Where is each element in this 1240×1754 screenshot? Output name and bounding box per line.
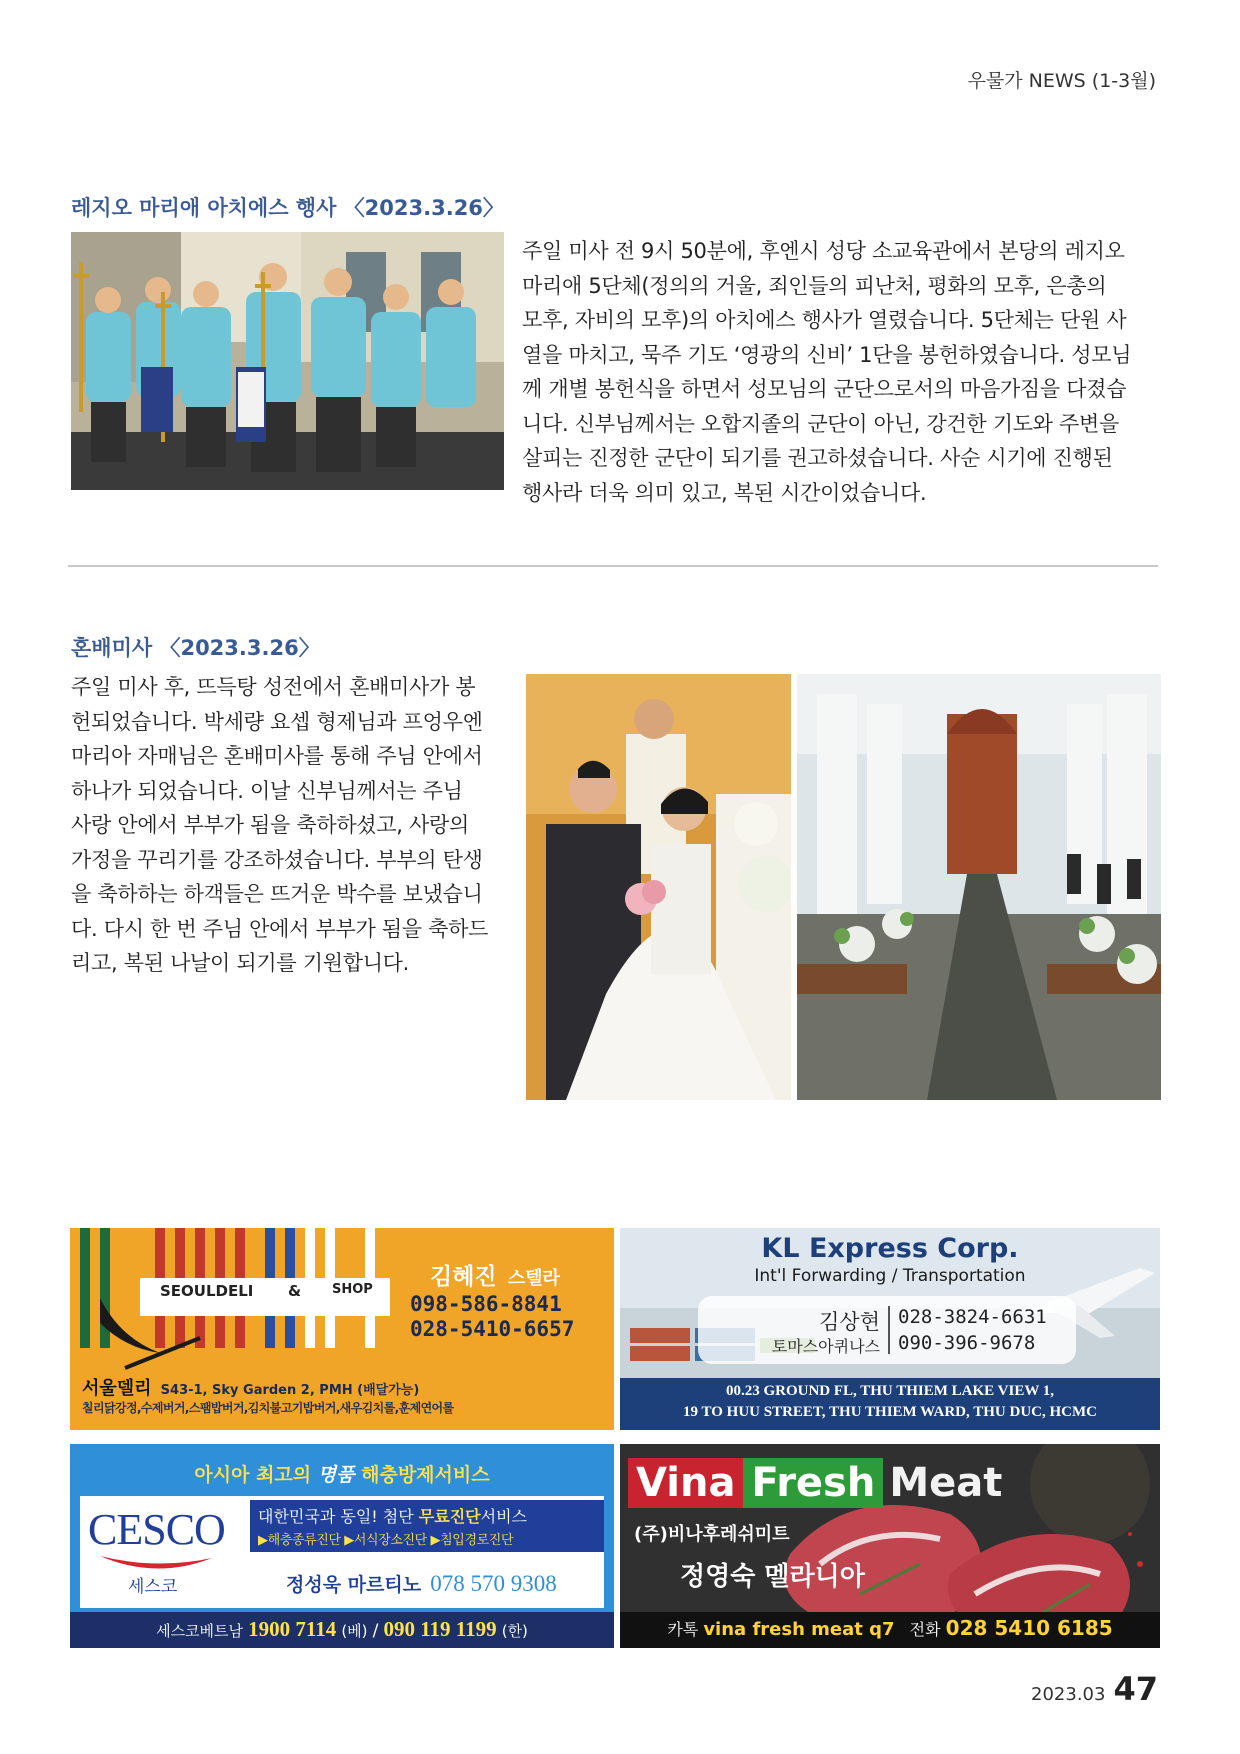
legio-line: 모후, 자비의 모후)의 아치에스 행사가 열렸습니다. 5단체는 단원 사 <box>522 308 1127 332</box>
section-divider <box>68 565 1158 567</box>
vina-phone-label: 전화 <box>909 1620 941 1639</box>
wedding-line: 가정을 꾸리기를 강조하셨습니다. 부부의 탄생 <box>71 847 483 872</box>
wedding-line: 주일 미사 후, 뜨득탕 성전에서 혼배미사가 봉 <box>71 675 476 699</box>
page-footer <box>1031 1670 1158 1708</box>
cesco-logo-sub: 세스코 <box>128 1577 178 1597</box>
seouldeli-menu: 칠리닭강정,수제버거,스팸밥버거,김치불고기밥버거,새우김치롤,훈제연어롤 <box>82 1401 454 1415</box>
legio-line: 마리애 5단체(정의의 거울, 죄인들의 피난처, 평화의 모후, 은총의 <box>522 273 1107 298</box>
ad-vinafreshmeat <box>620 1444 1160 1648</box>
seouldeli-logo-amp: & <box>288 1282 302 1300</box>
wedding-line: 마리아 자매님은 혼배미사를 통해 주님 안에서 <box>71 744 483 768</box>
wedding-line: 사랑 안에서 부부가 됨을 축하하셨고, 사랑의 <box>71 813 469 837</box>
vina-contact-bar <box>620 1616 1160 1640</box>
legio-photo <box>71 232 504 490</box>
vina-title-vina: Vina <box>628 1458 743 1508</box>
legio-line: 열을 마치고, 묵주 기도 ‘영광의 신비’ 1단을 봉헌하였습니다. 성모님 <box>522 342 1132 367</box>
legio-line: 께 개별 봉헌식을 하면서 성모님의 군단으로서의 마음가짐을 다졌습 <box>522 377 1127 401</box>
legio-line: 니다. 신부님께서는 오합지졸의 군단이 아닌, 강건한 기도와 주변을 <box>522 411 1119 436</box>
kl-address-1: 00.23 GROUND FL, THU THIEM LAKE VIEW 1, <box>725 1383 1055 1399</box>
kl-phone-2: 090-396-9678 <box>898 1332 1036 1354</box>
seouldeli-name-sub: 스텔라 <box>507 1268 560 1289</box>
legio-line: 주일 미사 전 9시 50분에, 후엔시 성당 소교육관에서 본당의 레지오 <box>522 239 1125 263</box>
cesco-headline-em: 명품 <box>317 1464 355 1486</box>
wedding-couple-photo <box>526 674 791 1100</box>
ad-seouldeli <box>70 1228 614 1430</box>
wedding-line: 다. 다시 한 번 주님 안에서 부부가 됨을 축하드 <box>71 916 489 941</box>
vina-company: (주)비나후레쉬미트 <box>634 1524 790 1545</box>
section-title-legio: 레지오 마리애 아치에스 행사 〈2023.3.26〉 <box>71 196 504 220</box>
legio-body <box>522 234 1162 510</box>
wedding-line: 하나가 되었습니다. 이날 신부님께서는 주님 <box>71 778 463 803</box>
cesco-bottom-sep: / <box>372 1621 379 1641</box>
cesco-contact-phone: 078 570 9308 <box>430 1571 557 1596</box>
kl-subtitle: Int'l Forwarding / Transportation <box>754 1266 1026 1286</box>
vina-title-fresh: Fresh <box>743 1458 883 1508</box>
ad-cesco <box>70 1444 614 1648</box>
page-number: 47 <box>1113 1670 1158 1708</box>
seouldeli-address-line <box>82 1374 419 1400</box>
cesco-bottom-phone-2: 090 119 1199 <box>383 1617 497 1641</box>
cesco-bottom-label: 세스코베트남 <box>156 1622 244 1640</box>
seouldeli-contact-name <box>430 1258 560 1291</box>
cesco-line-1 <box>258 1504 527 1527</box>
seouldeli-name: 김혜진 <box>430 1264 497 1290</box>
vina-kakao-label: 카톡 <box>667 1620 699 1639</box>
ad-klexpress <box>620 1228 1160 1430</box>
legio-line: 행사라 더욱 의미 있고, 복된 시간이었습니다. <box>522 480 927 505</box>
running-header: 우물가 NEWS (1-3월) <box>967 70 1156 92</box>
seouldeli-phone-1: 098-586-8841 <box>410 1292 562 1316</box>
cesco-line-2: ▶해충종류진단 ▶서식장소진단 ▶침입경로진단 <box>258 1533 514 1548</box>
wedding-line: 헌되었습니다. 박세량 요셉 형제님과 프엉우엔 <box>71 709 483 734</box>
cesco-bottom-text <box>70 1617 614 1642</box>
kl-phone-1: 028-3824-6631 <box>898 1306 1047 1328</box>
seouldeli-logo-left: SEOULDELI <box>160 1282 254 1300</box>
vina-kakao-id: vina fresh meat q7 <box>703 1619 895 1640</box>
kl-name: 김상현 <box>819 1310 880 1334</box>
cesco-headline-pre: 아시아 최고의 <box>194 1464 312 1486</box>
wedding-line: 을 축하하는 하객들은 뜨거운 박수를 보냈습니 <box>71 882 483 906</box>
cesco-bottom-phone-1: 1900 7114 <box>248 1617 337 1641</box>
wedding-body <box>71 670 511 981</box>
cesco-line-1-post: 서비스 <box>480 1507 527 1526</box>
seouldeli-logo-right: SHOP <box>332 1282 373 1297</box>
seouldeli-brand: 서울델리 <box>82 1378 152 1399</box>
cesco-line-1-em: 무료진단 <box>418 1507 481 1526</box>
cesco-contact-name: 정성욱 마르티노 <box>286 1574 422 1596</box>
vina-title <box>628 1458 1008 1508</box>
cesco-headline <box>70 1460 614 1487</box>
cesco-bottom-tag-2: (한) <box>501 1622 528 1640</box>
wedding-line: 리고, 복된 나날이 되기를 기원합니다. <box>71 951 410 975</box>
cesco-swoosh-icon <box>96 1552 216 1574</box>
seouldeli-address: S43-1, Sky Garden 2, PMH (배달가능) <box>160 1383 420 1398</box>
section-title-wedding: 혼배미사 〈2023.3.26〉 <box>71 636 320 660</box>
cesco-contact <box>286 1570 557 1597</box>
vina-phone: 028 5410 6185 <box>945 1616 1113 1640</box>
cesco-line-1-pre: 대한민국과 동일! 첨단 <box>258 1507 414 1526</box>
legio-line: 살피는 진정한 군단이 되기를 권고하셨습니다. 사순 시기에 진행된 <box>522 446 1113 470</box>
kl-name-sub: 토마스아퀴나스 <box>771 1337 880 1356</box>
footer-date: 2023.03 <box>1031 1684 1106 1705</box>
kl-title: KL Express Corp. <box>761 1233 1019 1264</box>
seouldeli-phone-2: 028-5410-6657 <box>410 1317 575 1341</box>
kl-address-2: 19 TO HUU STREET, THU THIEM WARD, THU DUC, HCMC <box>683 1404 1097 1420</box>
cesco-bottom-tag-1: (베) <box>341 1622 368 1640</box>
vina-title-meat: Meat <box>889 1460 1003 1506</box>
cesco-logo: CESCO <box>88 1505 225 1554</box>
vina-person: 정영숙 멜라니아 <box>680 1562 865 1592</box>
wedding-church-photo <box>797 674 1161 1100</box>
cesco-headline-post: 해충방제서비스 <box>361 1464 490 1486</box>
